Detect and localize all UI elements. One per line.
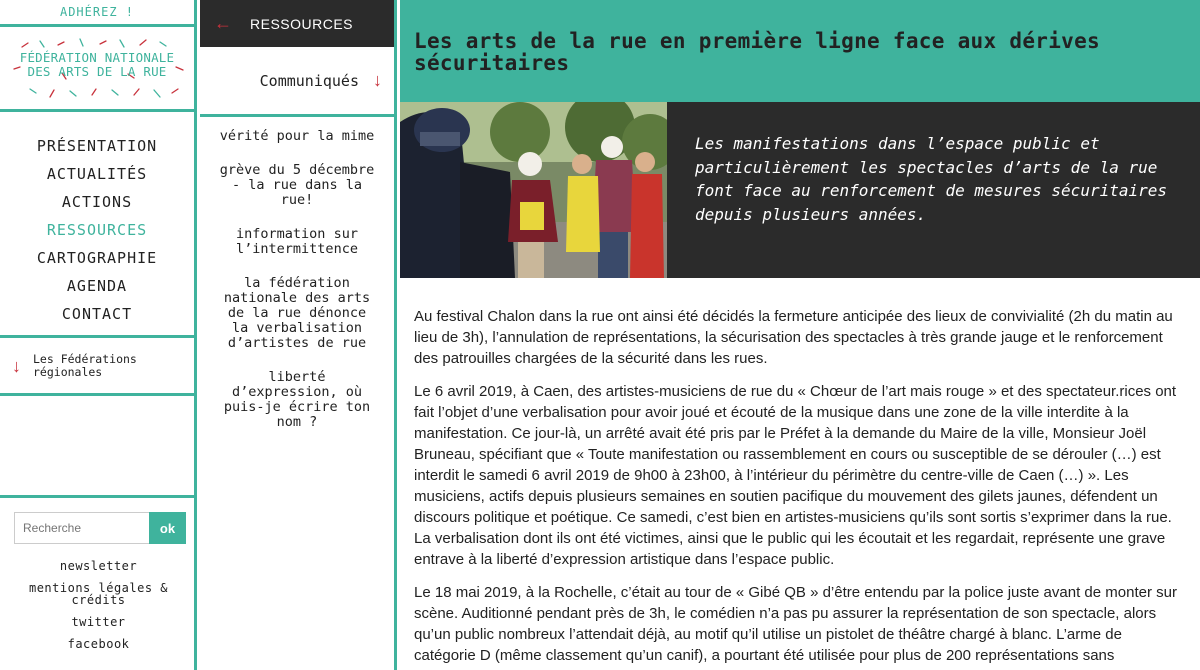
logo-line-2: DES ARTS DE LA RUE	[27, 64, 167, 79]
article-list	[200, 117, 394, 430]
resources-column	[200, 0, 397, 670]
federations-line-1: Les Fédérations	[33, 351, 137, 366]
article-link[interactable]: la fédération nationale des arts de la rue dénonce la verbalisation d’artistes de rue	[223, 275, 371, 351]
search-input[interactable]	[14, 512, 149, 544]
nav-actions[interactable]: ACTIONS	[61, 193, 133, 211]
federation-logo[interactable]	[0, 27, 194, 112]
resources-title: RESSOURCES	[250, 15, 354, 32]
article-paragraph: Le 6 avril 2019, à Caen, des artistes-musiciens de rue du « Chœur de l’art mais rouge » et des spectateur.rices ont fait l’objet d’une verbalisation pour avoir joué et écouté de la musique dans une zone de la ville interdite à la manifestation. Ce jour-là, un arrêté avait été pris par le Préfet à la demande du Maire de la ville, Monsieur Joël Bruneau, spécifiant que « Toute manifestation ou rassemblement en cours ou susceptible de se dérouler (…) est interdit le samedi 6 avril 2019 de 9h00 à 23h00, à l’intérieur du périmètre du centre-ville de Caen (…) ». Les musiciens, actifs depuis plusieurs semaines en soutien pacifique du mouvement des gilets jaunes, défendent un discours politique et poétique. Ce samedi, c’est bien en artistes-musiciens qu’ils sont sortis s’exprimer dans la rue. La verbalisation dont ils ont été victimes, ainsi que le public qui les écoutait et les regardait, représente une grave entrave à la liberté d’expression artistique dans l’espace public.	[414, 383, 1177, 568]
arrow-down-icon: ↓	[12, 355, 21, 376]
footer-link-newsletter[interactable]: newsletter	[59, 559, 138, 573]
adherez-link[interactable]: ADHÉREZ !	[0, 0, 194, 27]
nav-agenda[interactable]: AGENDA	[66, 277, 128, 295]
federations-label	[33, 353, 137, 379]
article-link[interactable]: grève du 5 décembre - la rue dans la rue!	[219, 162, 375, 208]
arrow-left-icon[interactable]: ←	[214, 13, 232, 33]
article-link[interactable]: vérité pour la mime	[219, 128, 375, 144]
article-link[interactable]: liberté d’expression, où puis-je écrire ton nom ?	[223, 369, 371, 430]
logo-text	[0, 51, 194, 79]
footer-link-mentions[interactable]: mentions légales & crédits	[28, 581, 169, 607]
hero-photo	[400, 102, 667, 278]
article-paragraph: Au festival Chalon dans la rue ont ainsi été décidés la fermeture anticipée des lieux de convivialité (2h du matin au lieu de 3h), l’annulation de représentations, la sécurisation des spectacles à très grande jauge et le renforcement des patrouilles chargées de la sécurité dans les rues.	[414, 308, 1173, 367]
sidebar-footer	[0, 495, 197, 670]
nav-cartographie[interactable]: CARTOGRAPHIE	[36, 249, 158, 267]
article-body	[400, 278, 1200, 666]
resources-header[interactable]	[200, 0, 394, 47]
nav-presentation[interactable]: PRÉSENTATION	[36, 137, 158, 155]
nav-contact[interactable]: CONTACT	[61, 305, 133, 323]
footer-links	[0, 560, 197, 660]
logo-line-1: FÉDÉRATION NATIONALE	[19, 50, 175, 65]
search-form	[14, 512, 186, 544]
article-header	[400, 0, 1200, 102]
arrow-down-icon: ↓	[373, 70, 382, 90]
category-label: Communiqués	[259, 71, 359, 90]
nav-actualites[interactable]: ACTUALITÉS	[46, 165, 148, 183]
hero-photo-illustration	[400, 102, 667, 278]
nav-ressources[interactable]: RESSOURCES	[46, 221, 148, 239]
article-lead: Les manifestations dans l’espace public et particulièrement les spectacles d’arts de la rue font face au renforcement de mesures sécuritaires depuis plusieurs années.	[667, 102, 1200, 278]
category-communiques[interactable]	[200, 47, 394, 117]
federations-regionales-link[interactable]	[0, 338, 194, 396]
federations-line-2: régionales	[33, 364, 103, 379]
main-nav	[0, 112, 194, 338]
search-ok-button[interactable]: ok	[149, 512, 186, 544]
article-main	[400, 0, 1200, 670]
article-hero	[400, 102, 1200, 278]
footer-link-facebook[interactable]: facebook	[67, 637, 130, 651]
article-paragraph: Le 18 mai 2019, à la Rochelle, c’était au tour de « Gibé QB » d’être entendu par la police juste avant de monter sur scène. Auditionné pendant près de 3h, le comédien n’a pas pu assurer la représentation de son spectacle, alors qu’un public nombreux l’attendait déjà, au motif qu’il utilise un pistolet de théâtre chargé à blanc. L’arme de catégorie D (même classement qu’un canif), a pourtant été utilisée pour plus de 200 représentations sans	[414, 584, 1177, 664]
article-link[interactable]: information sur l’intermittence	[236, 226, 358, 257]
page-title: Les arts de la rue en première ligne face aux dérives sécuritaires	[414, 29, 1100, 75]
footer-link-twitter[interactable]: twitter	[71, 615, 126, 629]
left-sidebar	[0, 0, 197, 670]
